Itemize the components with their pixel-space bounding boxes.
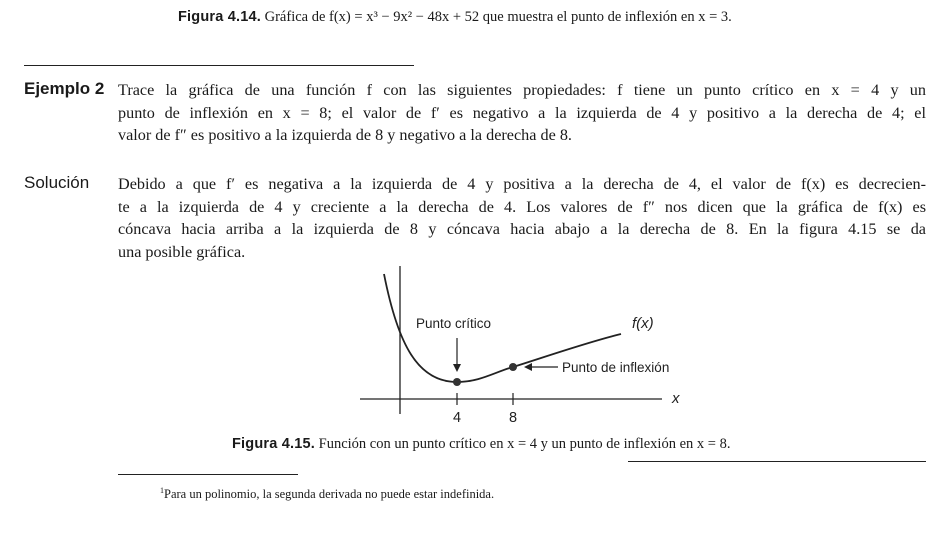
critical-point-label: Punto crítico <box>416 316 492 331</box>
inflection-arrow-head <box>524 363 532 371</box>
caption-rule <box>628 461 926 462</box>
x-tick-label-8: 8 <box>508 410 518 426</box>
footnote-mark: 1 <box>160 486 164 495</box>
critical-point <box>453 378 461 386</box>
figure-4-15-caption <box>232 436 730 453</box>
figure-4-14-text: Gráfica de f(x) = x³ − 9x² − 48x + 52 que muestra el punto de inflexión en x = 3. <box>264 9 732 25</box>
footnote-rule <box>118 474 298 475</box>
x-axis-label: x <box>672 390 680 407</box>
solution-line: una posible gráfica. <box>118 242 246 261</box>
footnote <box>160 486 494 502</box>
example-label: Ejemplo 2 <box>24 79 105 98</box>
inflection-point-label: Punto de inflexión <box>562 360 670 375</box>
figure-4-15-label: Figura 4.15. <box>232 436 315 452</box>
solution-line: te a la izquierda de 4 y creciente a la derecha de 4. Los valores de f″ nos dicen que la gráfica de f(x) es <box>118 197 926 216</box>
x-tick-label-4: 4 <box>452 410 462 426</box>
example-line: Trace la gráfica de una función f con las siguientes propiedades: f tiene un punto crítico en x = 4 y un <box>118 81 926 99</box>
critical-arrow-head <box>453 364 461 372</box>
curve-label: f(x) <box>632 315 654 332</box>
figure-4-14-label: Figura 4.14. <box>178 9 261 25</box>
solution-line: cóncava hacia arriba a la izquierda de 8 y cóncava hacia abajo a la derecha de 8. En la figura 4.15 se da <box>118 220 926 238</box>
footnote-text: Para un polinomio, la segunda derivada no puede estar indefinida. <box>164 487 495 501</box>
solution-line: Debido a que f′ es negativa a la izquierda de 4 y positiva a la derecha de 4, el valor de f(x) es decrecien- <box>118 175 926 193</box>
example-line: punto de inflexión en x = 8; el valor de f′ es negativo a la izquierda de 4 y positivo a la derecha de 4; el <box>118 103 926 122</box>
inflection-point <box>509 363 517 371</box>
example-line: valor de f″ es positivo a la izquierda de 8 y negativo a la derecha de 8. <box>118 126 572 144</box>
figure-4-15-text: Función con un punto crítico en x = 4 y un punto de inflexión en x = 8. <box>318 436 731 452</box>
solution-label: Solución <box>24 173 90 192</box>
